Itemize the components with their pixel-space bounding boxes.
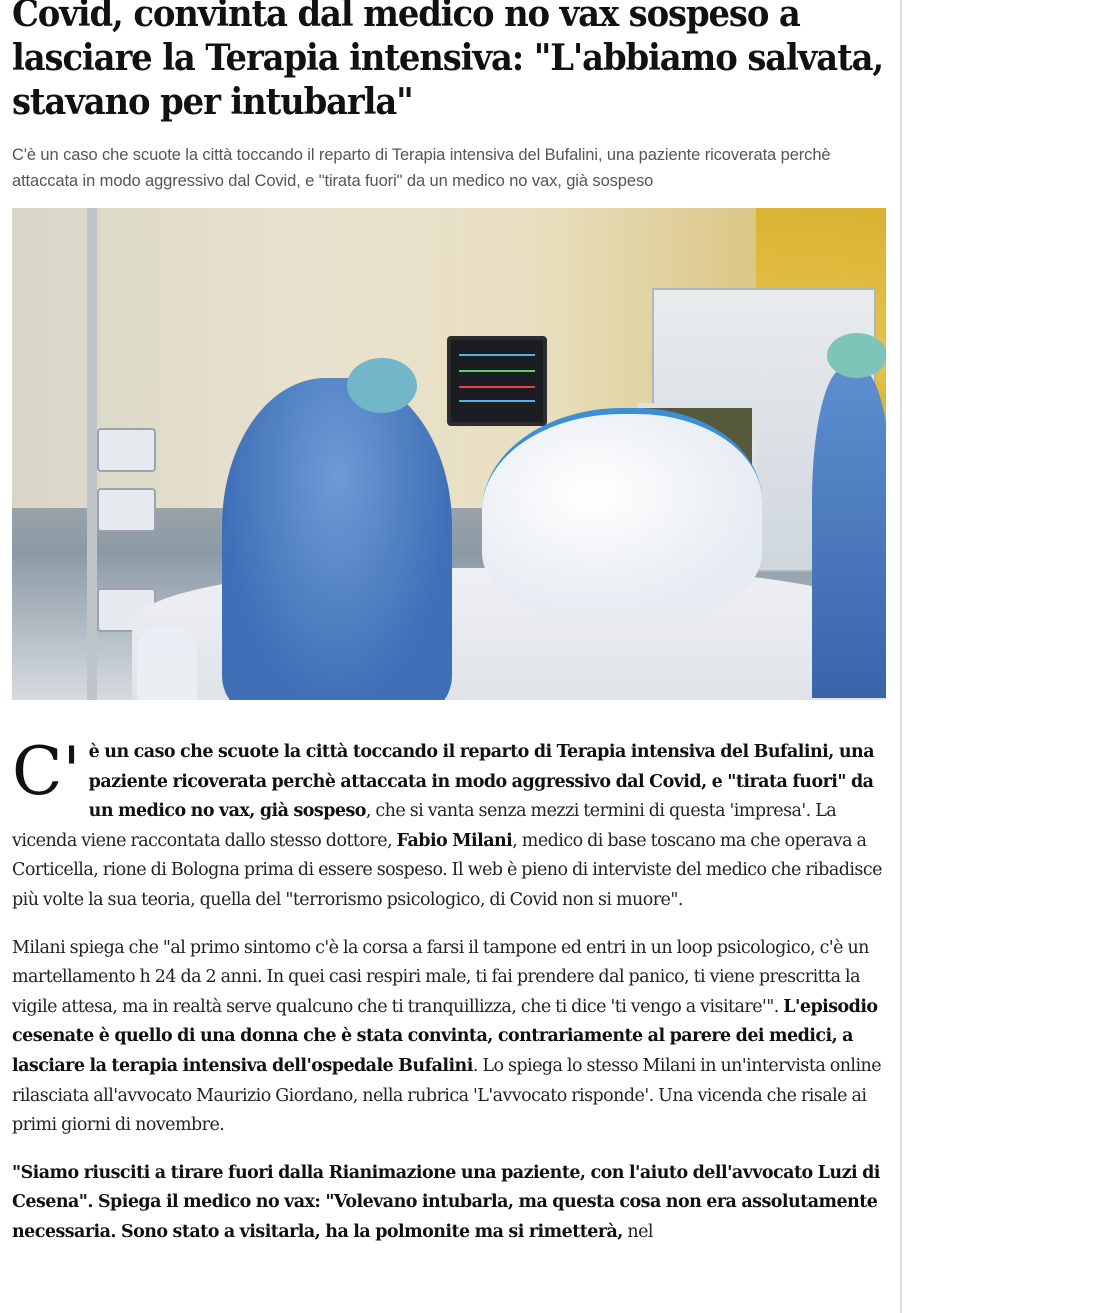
hero-patient-monitor [447, 336, 547, 426]
hero-image[interactable] [12, 208, 886, 700]
body-text: nel [622, 1221, 653, 1242]
body-text: Milani spiega che "al primo sintomo c'è la corsa a farsi il tampone ed entri in un loop psicologico, c'è un martellamento h 24 da 2 anni. In quei casi respiri male, ti fai prendere dal panico, ti viene prescritta la vigile attesa, ma in realtà serve qualcuno che ti tranquillizza, che ti dice 'ti vengo a visitare'". [12, 937, 869, 1017]
sidebar-divider [900, 0, 902, 1313]
hero-nurse [812, 368, 886, 698]
article-paragraph [12, 733, 886, 916]
hero-protective-suit [482, 408, 762, 614]
article-paragraph [12, 1159, 886, 1248]
hero-nurse [222, 378, 452, 700]
drop-cap: C' [12, 733, 81, 810]
article-body [12, 733, 886, 1248]
hero-water-bottle [137, 628, 197, 700]
bold-text: "Siamo riusciti a tirare fuori dalla Rianimazione una paziente, con l'aiuto dell'avvocato Luzi di Cesena". Spiega il medico no vax: "Volevano intubarla, ma questa cosa non era assolutamente necessaria. Sono stato a visitarla, ha la polmonite ma si rimetterà, [12, 1162, 880, 1242]
article-paragraph [12, 934, 886, 1141]
article-summary: C'è un caso che scuote la città toccando il reparto di Terapia intensiva del Bufalini, una paziente ricoverata perchè attaccata in modo aggressivo dal Covid, e "tirata fuori" da un medico no vax, già sospeso [12, 146, 831, 190]
body-text: , medico di base toscano ma che operava a Corticella, rione di Bologna prima di essere sospeso. Il web è pieno di interviste del medico che ribadisce più volte la sua teoria, quella del "terrorismo psicologico, di Covid non si muore". [12, 830, 882, 910]
hero-infusion-pump [97, 488, 156, 532]
bold-text: è un caso che scuote la città toccando il reparto di Terapia intensiva del Bufalini, una paziente ricoverata perchè attaccata in modo aggressivo dal Covid, e "tirata fuori" da un medico no vax, già sospeso [88, 742, 874, 822]
author-name: Fabio Milani [396, 830, 513, 851]
bold-text: L'episodio cesenate è quello di una donna che è stata convinta, contrariamente al parere dei medici, a lasciare la terapia intensiva dell'ospedale Bufalini [12, 996, 878, 1076]
body-text: , che si vanta senza mezzi termini di questa 'impresa'. La vicenda viene raccontata dallo stesso dottore, [12, 801, 837, 851]
hero-infusion-pump [97, 428, 156, 472]
hero-nurse-cap [347, 358, 417, 413]
hero-iv-pole [87, 208, 97, 700]
body-text: . Lo spiega lo stesso Milani in un'intervista online rilasciata all'avvocato Maurizio Giordano, nella rubrica 'L'avvocato risponde'. Una vicenda che risale ai primi giorni di novembre. [12, 1055, 882, 1136]
hero-nurse-cap [827, 333, 886, 378]
article-headline: Covid, convinta dal medico no vax sospeso a lasciare la Terapia intensiva: "L'abbiamo salvata, stavano per intubarla" [12, 0, 884, 123]
article [12, 0, 886, 1248]
